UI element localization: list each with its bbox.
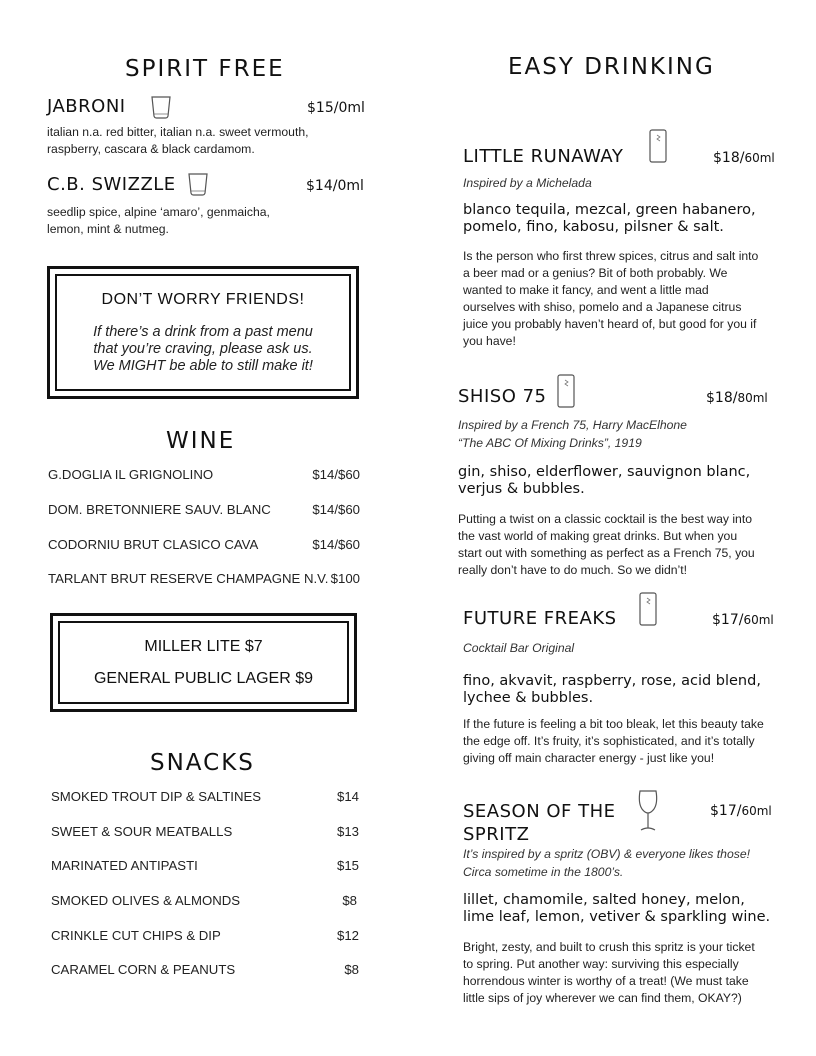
snack-name: SMOKED OLIVES & ALMONDS [51, 893, 241, 908]
snack-name: SWEET & SOUR MEATBALLS [51, 824, 233, 839]
little-runaway-ingredients: blanco tequila, mezcal, green habanero, pomelo, fino, kabosu, pilsner & salt. [463, 202, 756, 235]
wine-heading: WINE [166, 428, 236, 454]
future-freaks-inspiration: Cocktail Bar Original [463, 641, 575, 655]
beer-item: GENERAL PUBLIC LAGER $9 [93, 670, 314, 687]
collins-glass-icon [556, 374, 576, 409]
future-freaks-ingredients: fino, akvavit, raspberry, rose, acid blend, lychee & bubbles. [463, 673, 761, 706]
wine-price: $14/$60 [312, 502, 360, 517]
shiso-75-price: $18/80ml [706, 390, 768, 406]
snack-row [51, 824, 359, 839]
notice-title: DON’T WORRY FRIENDS! [101, 291, 305, 308]
wine-glass-icon [635, 789, 661, 833]
snack-row [51, 962, 359, 977]
wine-name: CODORNIU BRUT CLASICO CAVA [48, 537, 259, 552]
notice-body [50, 324, 356, 375]
wine-row [48, 467, 360, 482]
jabroni-name: JABRONI [47, 96, 126, 117]
snack-price: $12 [336, 928, 359, 943]
jabroni-price: $15/0ml [307, 100, 365, 116]
future-freaks-price: $17/60ml [712, 612, 774, 628]
little-runaway-name: LITTLE RUNAWAY [463, 146, 624, 167]
notice-box [47, 266, 359, 399]
wine-price: $14/$60 [312, 537, 360, 552]
snacks-heading: SNACKS [150, 750, 255, 776]
future-freaks-name: FUTURE FREAKS [463, 608, 617, 629]
snack-price: $8 [344, 962, 359, 977]
collins-glass-icon [648, 129, 668, 164]
little-runaway-description: Is the person who first threw spices, citrus and salt into a beer mad or a genius? Bit of both probably. We wanted to make it fancy, and went a little mad ourselves with shiso, pomelo and a Japanese citrus juice you probably haven’t heard of, but good for you if you have! [463, 249, 759, 348]
wine-name: DOM. BRETONNIERE SAUV. BLANC [48, 502, 271, 517]
season-of-the-spritz-inspiration: It’s inspired by a spritz (OBV) & everyone likes those! Circa sometime in the 1800’s. [463, 847, 750, 879]
wine-row [48, 571, 360, 586]
cb-swizzle-name: C.B. SWIZZLE [47, 174, 176, 195]
wine-price: $14/$60 [312, 467, 360, 482]
notice-line: We MIGHT be able to still make it! [93, 358, 313, 374]
beer-item: MILLER LITE $7 [144, 638, 263, 655]
spirit-free-heading: SPIRIT FREE [125, 56, 285, 82]
rocks-glass-icon [150, 95, 172, 119]
snack-price: $13 [336, 824, 359, 839]
notice-line: that you’re craving, please ask us. [93, 341, 313, 357]
season-of-the-spritz-ingredients: lillet, chamomile, salted honey, melon, lime leaf, lemon, vetiver & sparkling wine. [463, 892, 771, 925]
shiso-75-ingredients: gin, shiso, elderflower, sauvignon blanc, verjus & bubbles. [458, 464, 751, 497]
jabroni-description: italian n.a. red bitter, italian n.a. sweet vermouth, raspberry, cascara & black cardamom. [47, 125, 309, 156]
wine-price: $100 [330, 571, 360, 586]
snack-name: SMOKED TROUT DIP & SALTINES [51, 789, 262, 804]
shiso-75-name: SHISO 75 [458, 386, 547, 407]
wine-row [48, 502, 360, 517]
snack-price: $15 [336, 858, 359, 873]
snack-price: $14 [336, 789, 359, 804]
notice-line: If there’s a drink from a past menu [93, 324, 313, 340]
snack-row [51, 893, 357, 908]
beer-box [50, 613, 357, 712]
snack-name: CRINKLE CUT CHIPS & DIP [51, 928, 221, 943]
little-runaway-price: $18/60ml [713, 150, 775, 166]
snack-name: CARAMEL CORN & PEANUTS [51, 962, 236, 977]
cb-swizzle-price: $14/0ml [306, 178, 364, 194]
snack-name: MARINATED ANTIPASTI [51, 858, 198, 873]
easy-drinking-heading: EASY DRINKING [508, 54, 715, 80]
snack-row [51, 928, 359, 943]
future-freaks-description: If the future is feeling a bit too bleak, let this beauty take the edge off. It’s fruity, it’s sophisticated, and it’s totally giving off main character energy - just like you! [463, 717, 764, 765]
cb-swizzle-description: seedlip spice, alpine ‘amaro’, genmaicha, lemon, mint & nutmeg. [47, 205, 270, 236]
season-of-the-spritz-price: $17/60ml [710, 803, 772, 819]
snack-row [51, 789, 359, 804]
wine-row [48, 537, 360, 552]
season-of-the-spritz-description: Bright, zesty, and built to crush this spritz is your ticket to spring. Put another way: surviving this especially horrendous winter is worthy of a treat! (We must take little sips of joy wherever we can find them, OKAY?) [463, 940, 755, 1005]
shiso-75-description: Putting a twist on a classic cocktail is the best way into the vast world of making great drinks. But when you start out with something as perfect as a French 75, you really don’t have to do much. So we didn’t! [458, 512, 755, 577]
little-runaway-inspiration: Inspired by a Michelada [463, 176, 592, 190]
wine-name: TARLANT BRUT RESERVE CHAMPAGNE N.V. [48, 571, 329, 586]
snack-row [51, 858, 359, 873]
shiso-75-inspiration: Inspired by a French 75, Harry MacElhone “The ABC Of Mixing Drinks”, 1919 [458, 418, 687, 450]
collins-glass-icon [638, 592, 658, 627]
season-of-the-spritz-name: SEASON OF THE SPRITZ [463, 801, 616, 845]
rocks-glass-icon [187, 172, 209, 196]
wine-name: G.DOGLIA IL GRIGNOLINO [48, 467, 214, 482]
snack-price: $8 [342, 893, 357, 908]
